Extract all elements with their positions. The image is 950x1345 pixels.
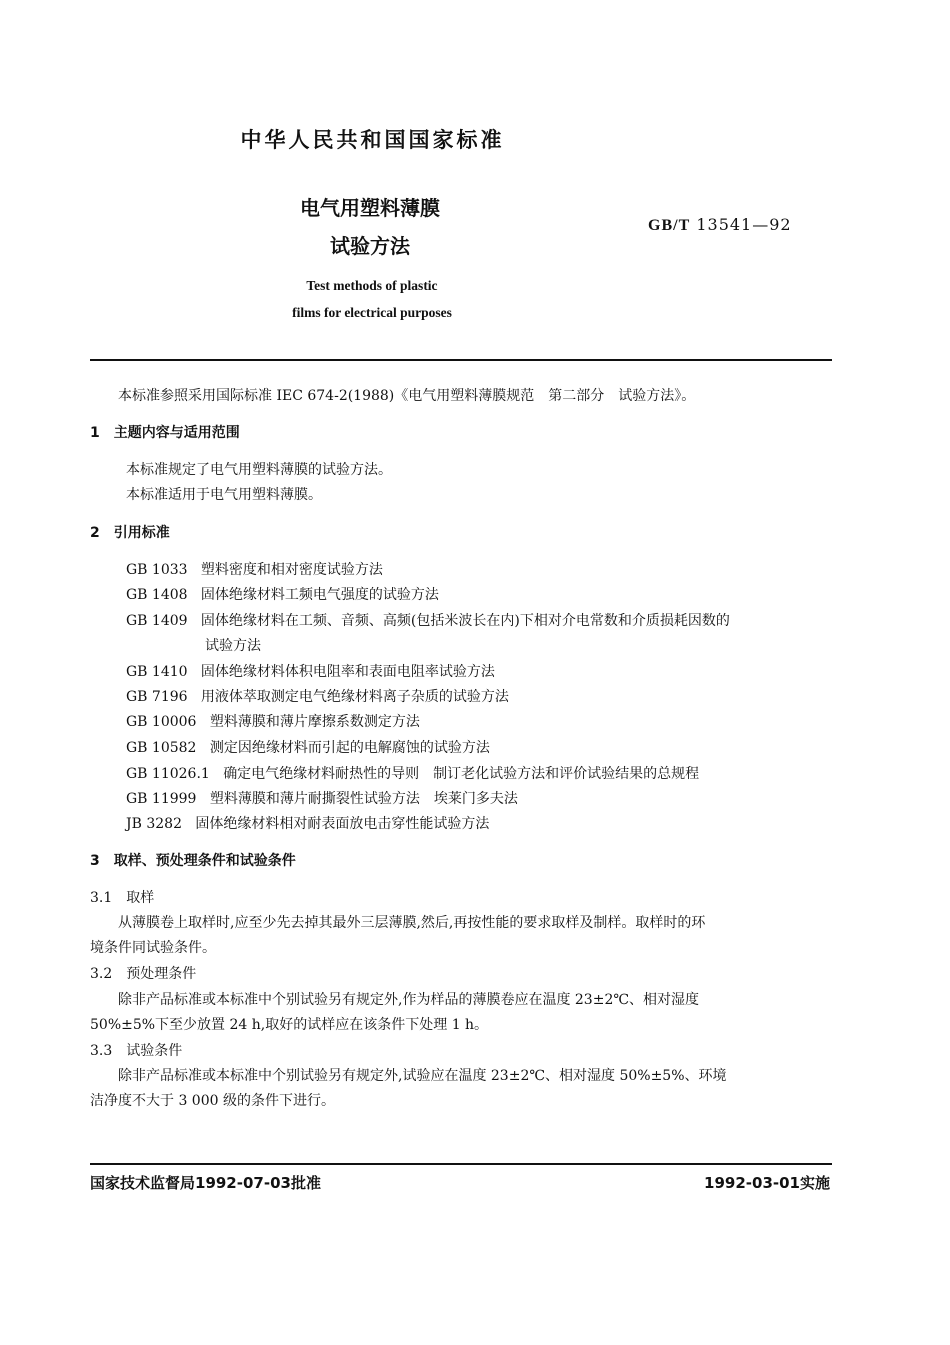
reference-title-continuation: 试验方法 xyxy=(205,638,261,654)
english-title-line1: Test methods of plastic xyxy=(306,278,438,293)
section1-heading: 1 主题内容与适用范围 xyxy=(90,425,240,441)
subsection-3-1-heading: 3.1 取样 xyxy=(90,890,155,906)
reference-code: GB 10582 xyxy=(126,740,197,756)
reference-title: 确定电气绝缘材料耐热性的导则 制订老化试验方法和评价试验结果的总规程 xyxy=(223,766,700,782)
reference-code: GB 1410 xyxy=(126,664,188,680)
reference-item xyxy=(126,737,490,757)
english-title-line2: films for electrical purposes xyxy=(292,305,452,320)
reference-code: GB 11026.1 xyxy=(126,766,210,782)
reference-title: 固体绝缘材料相对耐表面放电击穿性能试验方法 xyxy=(195,816,490,832)
reference-item xyxy=(126,610,730,630)
header-divider xyxy=(90,359,832,361)
subsection-3-2-paragraph-line1: 除非产品标准或本标准中个别试验另有规定外,作为样品的薄膜卷应在温度 23±2℃、相对湿度 xyxy=(118,992,700,1008)
reference-code: GB 1033 xyxy=(126,562,188,578)
approval-date: 国家技术监督局1992-07-03批准 xyxy=(90,1174,321,1192)
reference-title: 塑料薄膜和薄片摩擦系数测定方法 xyxy=(209,714,420,730)
subsection-3-3-heading: 3.3 试验条件 xyxy=(90,1043,183,1059)
reference-code: GB 7196 xyxy=(126,689,188,705)
subsection-3-3-paragraph-line1: 除非产品标准或本标准中个别试验另有规定外,试验应在温度 23±2℃、相对湿度 50%±5%、环境 xyxy=(118,1068,727,1084)
subsection-3-2-paragraph-line2: 50%±5%下至少放置 24 h,取好的试样应在该条件下处理 1 h。 xyxy=(90,1017,489,1033)
reference-code: GB 1408 xyxy=(126,587,188,603)
reference-code: JB 3282 xyxy=(126,816,182,832)
code-prefix: GB/T xyxy=(648,217,691,234)
reference-title: 塑料密度和相对密度试验方法 xyxy=(200,562,383,578)
section1-paragraph2: 本标准适用于电气用塑料薄膜。 xyxy=(126,487,322,503)
reference-item xyxy=(126,788,518,808)
reference-code: GB 11999 xyxy=(126,791,197,807)
reference-title: 固体绝缘材料在工频、音频、高频(包括米波长在内)下相对介电常数和介质损耗因数的 xyxy=(200,613,730,629)
reference-item xyxy=(126,763,699,783)
subsection-3-2-heading: 3.2 预处理条件 xyxy=(90,966,197,982)
reference-item xyxy=(126,813,489,833)
reference-title: 用液体萃取测定电气绝缘材料离子杂质的试验方法 xyxy=(200,689,509,705)
reference-title: 固体绝缘材料工频电气强度的试验方法 xyxy=(200,587,439,603)
standard-code xyxy=(648,215,792,235)
footer-divider xyxy=(90,1163,832,1165)
subsection-3-3-paragraph-line2: 洁净度不大于 3 000 级的条件下进行。 xyxy=(90,1093,335,1109)
section3-heading: 3 取样、预处理条件和试验条件 xyxy=(90,853,296,869)
reference-item xyxy=(126,584,439,604)
reference-title: 固体绝缘材料体积电阻率和表面电阻率试验方法 xyxy=(200,664,495,680)
document-title-line1: 电气用塑料薄膜 xyxy=(300,196,440,220)
subsection-3-1-paragraph-line1: 从薄膜卷上取样时,应至少先去掉其最外三层薄膜,然后,再按性能的要求取样及制样。取样时的环 xyxy=(118,915,706,931)
reference-title: 测定因绝缘材料而引起的电解腐蚀的试验方法 xyxy=(209,740,490,756)
code-number: 13541—92 xyxy=(696,215,792,234)
national-standard-heading: 中华人民共和国国家标准 xyxy=(240,128,505,152)
reference-title: 塑料薄膜和薄片耐撕裂性试验方法 埃莱门多夫法 xyxy=(209,791,518,807)
section2-heading: 2 引用标准 xyxy=(90,525,170,541)
section1-paragraph1: 本标准规定了电气用塑料薄膜的试验方法。 xyxy=(126,462,392,478)
intro-paragraph: 本标准参照采用国际标准 IEC 674-2(1988)《电气用塑料薄膜规范 第二部分 试验方法》。 xyxy=(118,388,696,404)
reference-item xyxy=(126,559,383,579)
reference-item xyxy=(126,711,420,731)
reference-item xyxy=(126,661,495,681)
subsection-3-1-paragraph-line2: 境条件同试验条件。 xyxy=(90,940,216,956)
document-title-line2: 试验方法 xyxy=(330,234,410,258)
reference-item xyxy=(126,686,509,706)
reference-code: GB 1409 xyxy=(126,613,188,629)
reference-code: GB 10006 xyxy=(126,714,197,730)
effective-date: 1992-03-01实施 xyxy=(704,1174,830,1192)
